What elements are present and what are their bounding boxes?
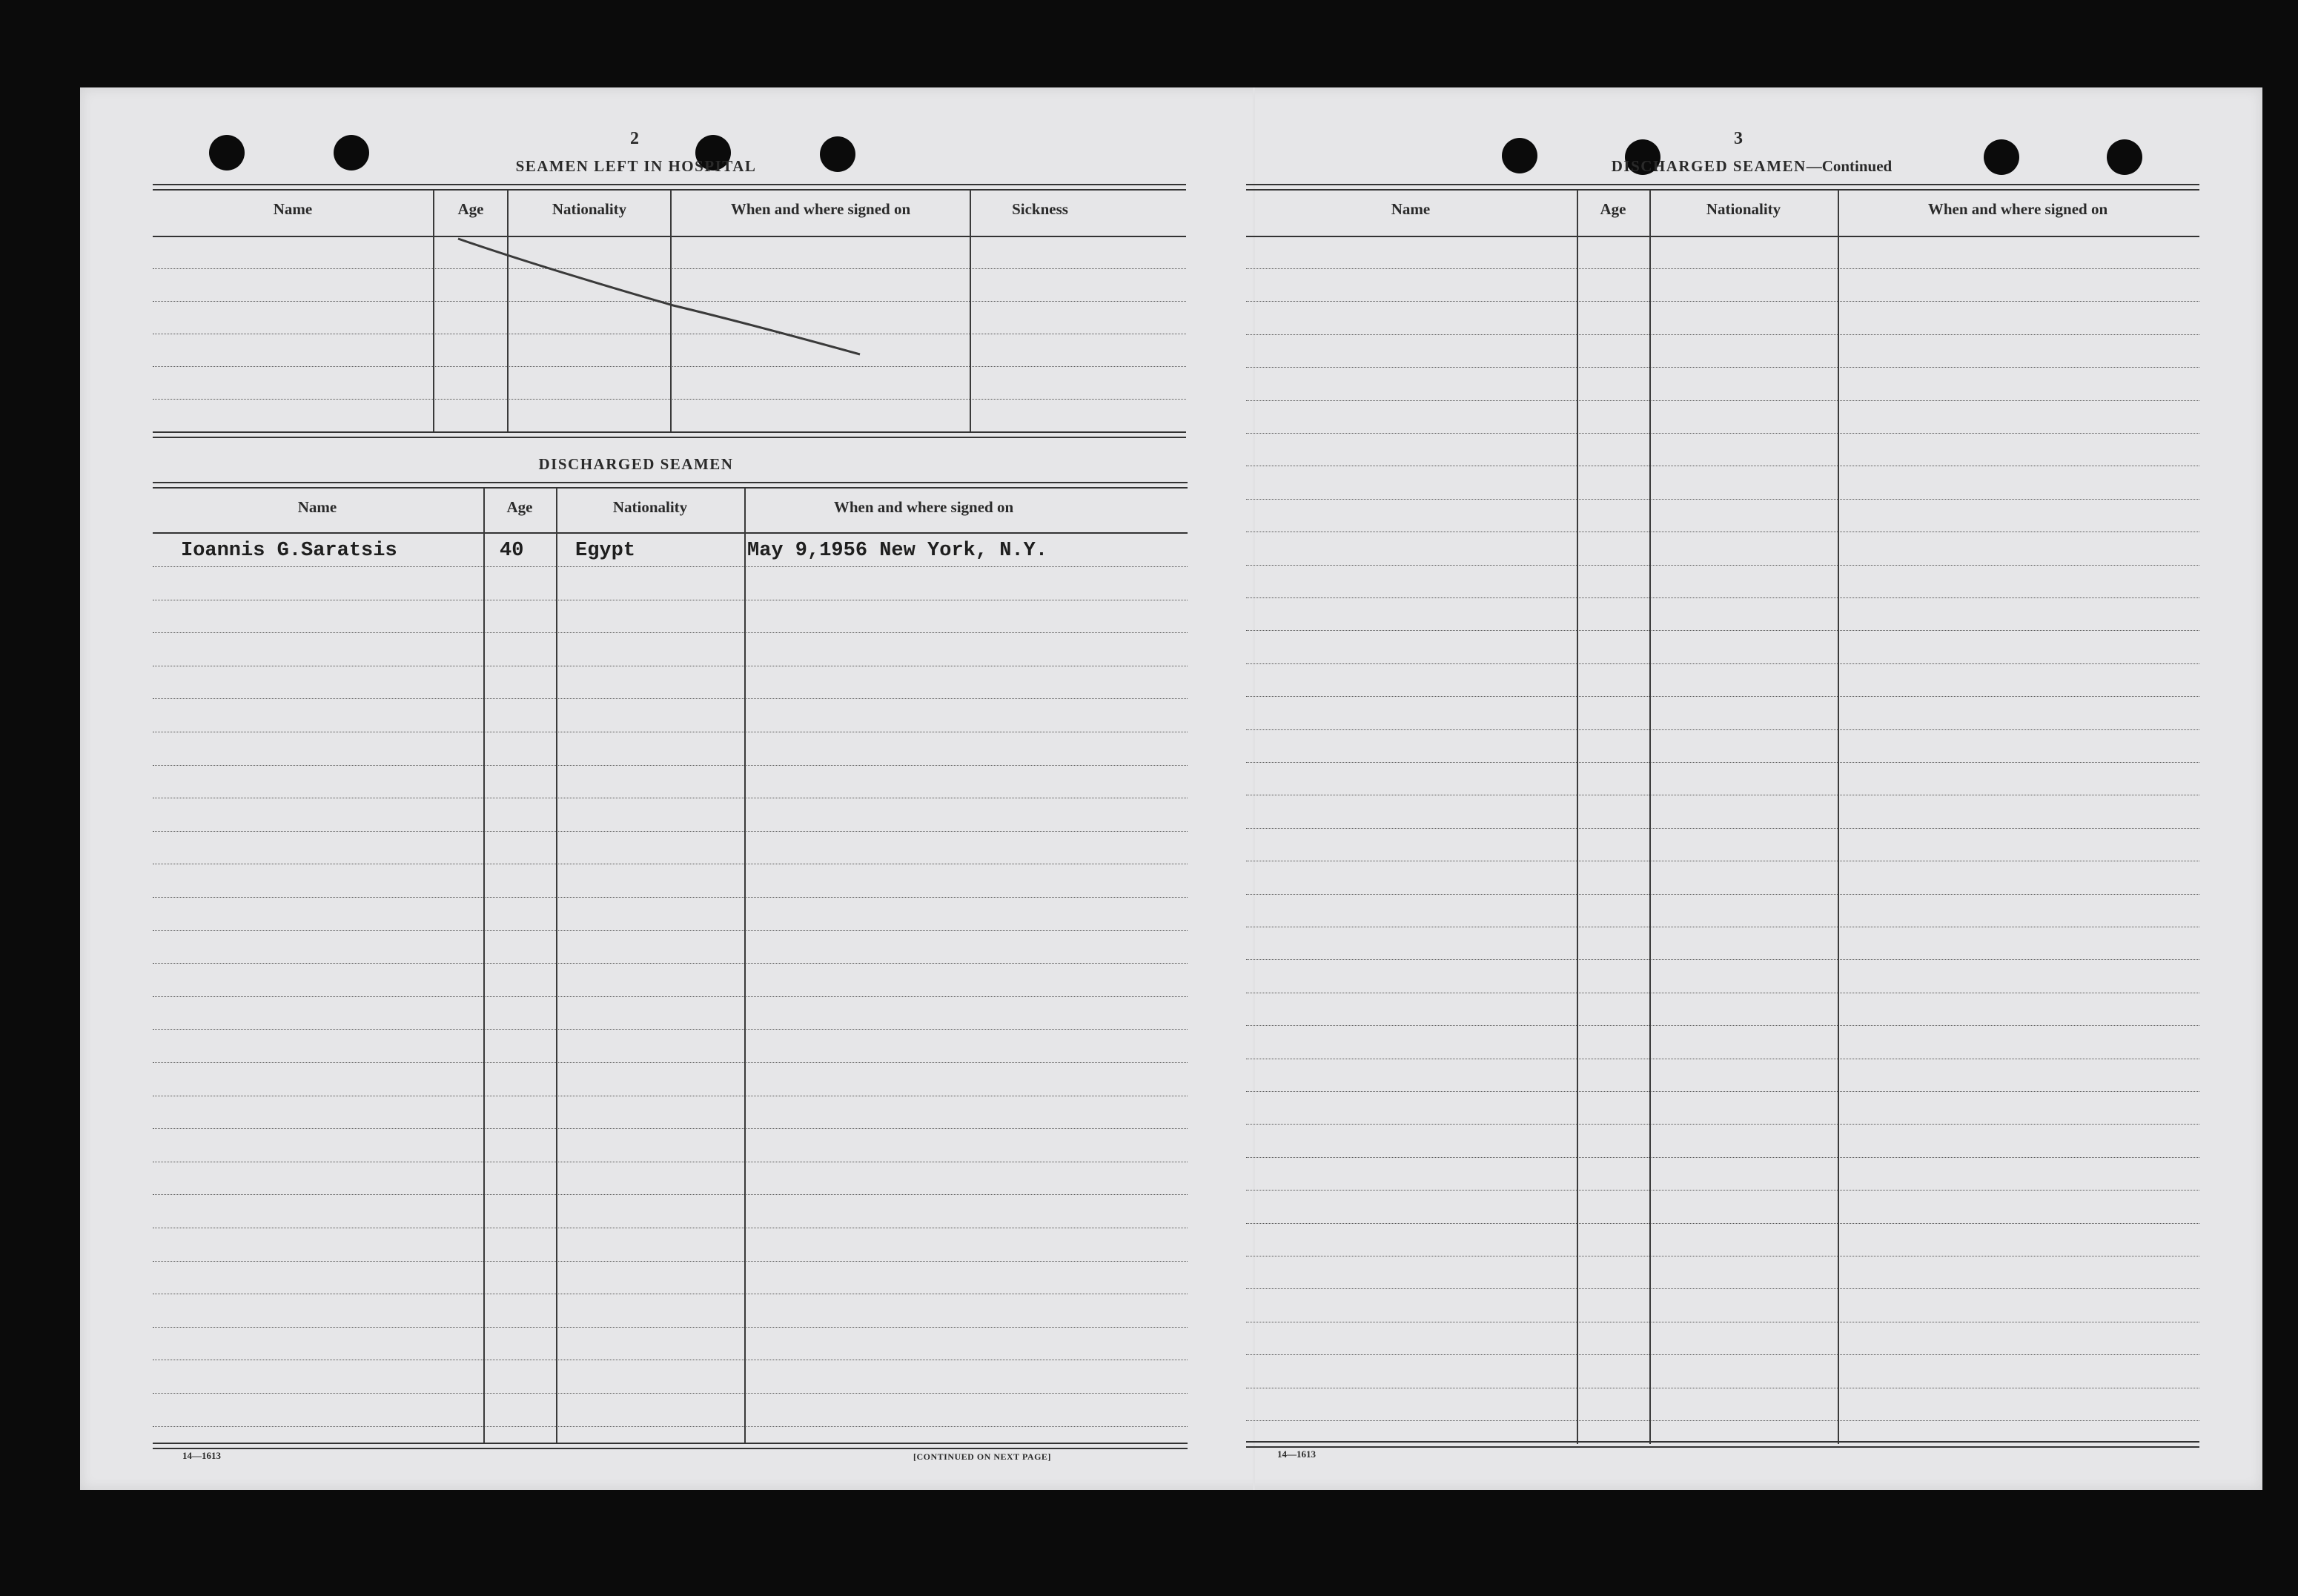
ruled-line bbox=[1246, 1354, 2199, 1355]
column-header-sickness: Sickness bbox=[1012, 200, 1068, 218]
seaman-nationality: Egypt bbox=[575, 540, 636, 562]
form-number: 14—1613 bbox=[182, 1450, 221, 1461]
seaman-signed-on: May 9,1956 New York, N.Y. bbox=[747, 540, 1048, 562]
ruled-line bbox=[153, 897, 1188, 898]
page-number: 2 bbox=[630, 129, 639, 148]
page-number: 3 bbox=[1734, 129, 1743, 148]
seaman-age: 40 bbox=[500, 540, 524, 562]
ruled-line bbox=[153, 930, 1188, 931]
ruled-line bbox=[1246, 1288, 2199, 1289]
ruled-line bbox=[153, 399, 1186, 400]
section-title-main: DISCHARGED SEAMEN bbox=[1611, 157, 1807, 175]
column-header-nationality: Nationality bbox=[1706, 200, 1781, 218]
column-header-nationality: Nationality bbox=[552, 200, 627, 218]
continued-note: [CONTINUED ON NEXT PAGE] bbox=[913, 1451, 1051, 1462]
ruled-line bbox=[153, 765, 1188, 766]
column-header-age: Age bbox=[457, 200, 484, 218]
ruled-line bbox=[1246, 400, 2199, 401]
ruled-line bbox=[1246, 597, 2199, 598]
column-header-signed-on: When and where signed on bbox=[1927, 200, 2108, 218]
ruled-line bbox=[1246, 1223, 2199, 1224]
ruled-line bbox=[1246, 268, 2199, 269]
ruled-line bbox=[1246, 1420, 2199, 1421]
column-header-age: Age bbox=[1600, 200, 1626, 218]
ruled-line bbox=[1246, 499, 2199, 500]
form-number: 14—1613 bbox=[1277, 1448, 1316, 1460]
column-header-signed-on: When and where signed on bbox=[833, 498, 1014, 516]
ruled-line bbox=[153, 566, 1188, 567]
column-header-name: Name bbox=[297, 498, 337, 516]
hospital-section-title: SEAMEN LEFT IN HOSPITAL bbox=[515, 157, 757, 175]
ruled-line bbox=[153, 1393, 1188, 1394]
ruled-line bbox=[153, 1062, 1188, 1063]
ruled-line bbox=[153, 698, 1188, 699]
ruled-line bbox=[1246, 1124, 2199, 1125]
document-sheet bbox=[80, 87, 2262, 1490]
section-title-suffix: —Continued bbox=[1806, 157, 1893, 175]
ruled-line bbox=[153, 1029, 1188, 1030]
ruled-line bbox=[153, 1128, 1188, 1129]
discharged-section-title: DISCHARGED SEAMEN bbox=[538, 455, 734, 473]
ruled-line bbox=[153, 996, 1188, 997]
ruled-line bbox=[153, 1426, 1188, 1427]
column-header-name: Name bbox=[1391, 200, 1431, 218]
ruled-line bbox=[1246, 828, 2199, 829]
ruled-line bbox=[1246, 301, 2199, 302]
ruled-line bbox=[1246, 1025, 2199, 1026]
column-header-name: Name bbox=[273, 200, 313, 218]
ruled-line bbox=[1246, 1157, 2199, 1158]
ruled-line bbox=[153, 632, 1188, 633]
ruled-line bbox=[153, 963, 1188, 964]
ruled-line bbox=[1246, 729, 2199, 730]
ruled-line bbox=[1246, 433, 2199, 434]
seaman-name: Ioannis G.Saratsis bbox=[181, 540, 397, 562]
ruled-line bbox=[153, 1194, 1188, 1195]
ruled-line bbox=[1246, 696, 2199, 697]
ruled-line bbox=[1246, 1190, 2199, 1191]
ruled-line bbox=[153, 831, 1188, 832]
ruled-line bbox=[1246, 894, 2199, 895]
column-header-age: Age bbox=[506, 498, 533, 516]
ruled-line bbox=[1246, 1091, 2199, 1092]
ruled-line bbox=[153, 1261, 1188, 1262]
ruled-line bbox=[1246, 565, 2199, 566]
ruled-line bbox=[1246, 959, 2199, 960]
ruled-line bbox=[1246, 663, 2199, 664]
column-header-signed-on: When and where signed on bbox=[730, 200, 911, 218]
ruled-line bbox=[1246, 630, 2199, 631]
ruled-line bbox=[153, 1327, 1188, 1328]
diagonal-strike-line bbox=[80, 87, 1253, 384]
left-page bbox=[80, 87, 1253, 1490]
ruled-line bbox=[1246, 762, 2199, 763]
ruled-line bbox=[1246, 334, 2199, 335]
section-title bbox=[1611, 157, 1893, 176]
right-page bbox=[1255, 87, 2262, 1490]
column-header-nationality: Nationality bbox=[612, 498, 688, 516]
ruled-line bbox=[1246, 367, 2199, 368]
